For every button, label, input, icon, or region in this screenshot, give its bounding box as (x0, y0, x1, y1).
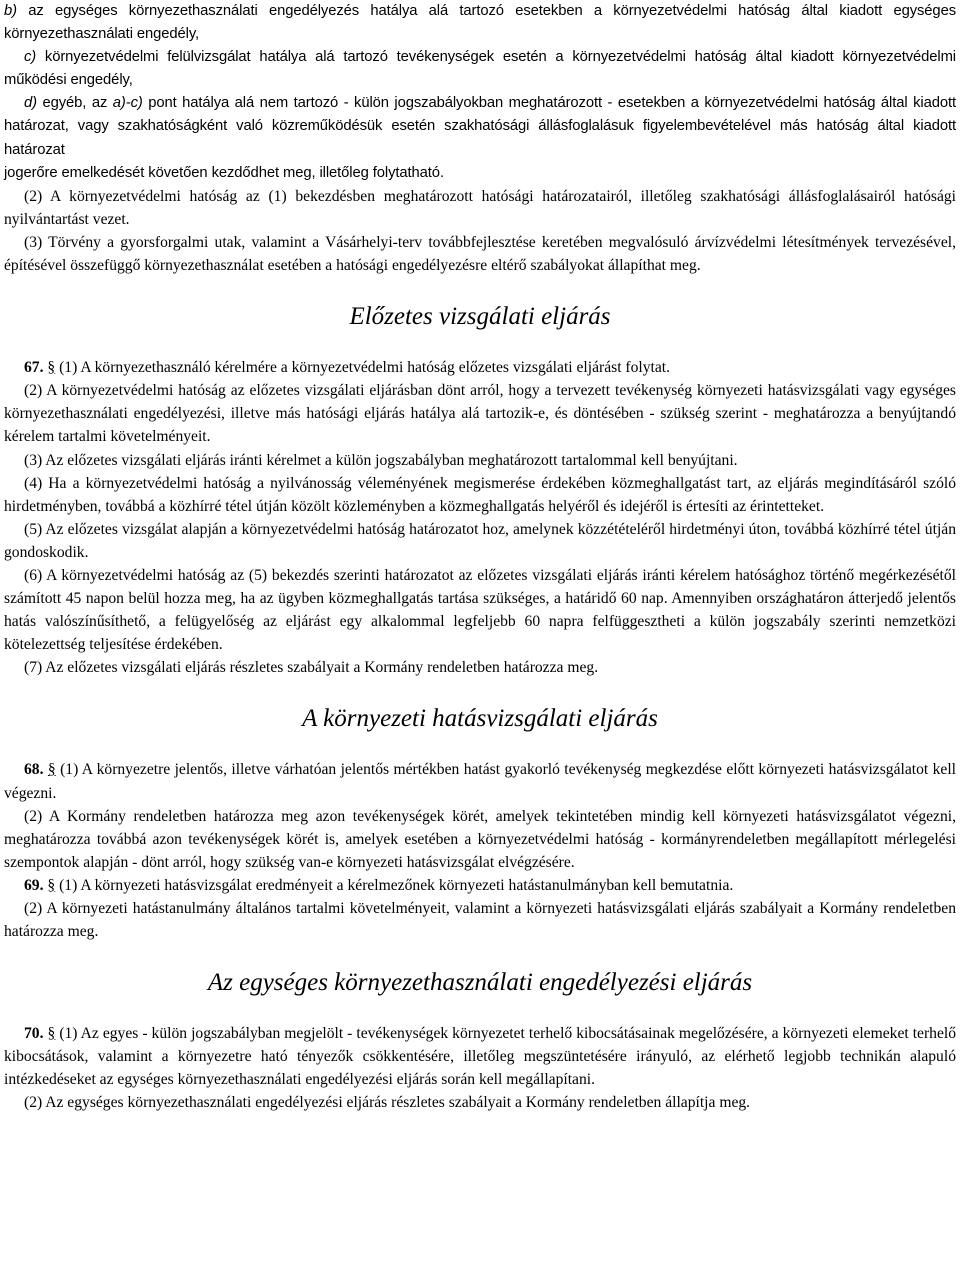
section-number: 70. (24, 1025, 44, 1043)
section-70-text-1: (1) Az egyes - külön jogszabályban megjelölt - tevékenységek környezetet terhelő kibocsátásainak megelőzésére, a környezeti elemeket terhelő kibocsátások, valamint a környezetre ható tényezők csökkentésére, illetőleg megszüntetésére irányuló, az elérhető legjobb technikán alapuló intézkedéseket az egységes környezethasználati engedélyezési eljárás során kell megállapítani. (4, 1025, 956, 1089)
item-tail: jogerőre emelkedését követően kezdődhet meg, illetőleg folytatható. (4, 164, 444, 181)
section-number: 69. (24, 876, 44, 894)
section-67-para-1 (4, 356, 956, 379)
section-69-para-2: (2) A környezeti hatástanulmány általános tartalmi követelményeit, valamint a környezeti hatásvizsgálati eljárás szabályait a Kormány rendeletben határozza meg. (4, 900, 956, 941)
section-68-para-2: (2) A Kormány rendeletben határozza meg azon tevékenységek körét, amelyek tekintetében mindig kell környezeti hatásvizsgálatot végezni, meghatározza továbbá azon tevékenységek körét is, amelyek esetében a környezetvédelmi hatóság - kormányrendeletben megállapított mérlegelési szempontok alapján - dönt arról, hogy szükség van-e környezeti hatásvizsgálat elvégzésére. (4, 807, 956, 871)
item-c-text: környezetvédelmi felülvizsgálat hatálya alá tartozó tevékenységek esetén a környezetvédelmi hatóság által kiadott környezetvédelmi működési engedély, (4, 49, 956, 89)
item-c-label: c) (24, 49, 37, 66)
section-sign: § (47, 1025, 56, 1043)
item-d (4, 92, 956, 161)
section-69-text-1: (1) A környezeti hatásvizsgálat eredményeit a kérelmezőnek környezeti hatástanulmányban kell bemutatnia. (55, 876, 734, 894)
section-67-para-5: (5) Az előzetes vizsgálat alapján a környezetvédelmi hatóság határozatot hoz, amelynek közzétételéről hirdetményi úton, továbbá közhírré tétel útján gondoskodik. (4, 520, 956, 561)
section-67-para-6: (6) A környezetvédelmi hatóság az (5) bekezdés szerinti határozatot az előzetes vizsgálati eljárás iránti kérelem hatósághoz történő megérkezésétől számított 45 napon belül hozza meg, ha az ügyben közmeghallgatás tartása szükséges, a határidő 60 nap. Amennyiben országhatáron átterjedő jelentős hatás valószínűsíthető, a felügyelőség az eljárást egy alkalommal legfeljebb 60 napra felfüggesztheti a külön jogszabály szerinti nemzetközi kötelezettség teljesítése érdekében. (4, 566, 956, 654)
item-d-label: d) (24, 95, 37, 112)
section-heading-preliminary: Előzetes vizsgálati eljárás (349, 303, 611, 331)
section-67-para-3: (3) Az előzetes vizsgálati eljárás iránti kérelmet a külön jogszabályban meghatározott tartalommal kell benyújtani. (24, 451, 738, 469)
section-68-para-1 (4, 758, 956, 804)
section-67-text-1: (1) A környezethasználó kérelmére a környezetvédelmi hatóság előzetes vizsgálati eljárást folytat. (55, 359, 671, 377)
section-68-text-1: (1) A környezetre jelentős, illetve várhatóan jelentős mértékben hatást gyakorló tevékenység megkezdése előtt környezeti hatásvizsgálatot kell végezni. (4, 761, 956, 802)
section-70-para-1 (4, 1022, 956, 1091)
section-69-para-1 (4, 874, 956, 897)
section-number: 68. (24, 761, 44, 779)
section-67-para-7: (7) Az előzetes vizsgálati eljárás részletes szabályait a Kormány rendeletben határozza meg. (24, 659, 599, 677)
item-b-label: b) (4, 3, 17, 19)
section-sign: § (47, 359, 56, 377)
section-heading-unified-permit: Az egységes környezethasználati engedélyezési eljárás (207, 969, 753, 997)
item-d-text-1: egyéb, az (36, 95, 113, 112)
item-c (4, 46, 956, 92)
paragraph-2: (2) A környezetvédelmi hatóság az (1) bekezdésben meghatározott hatósági határozatairól, illetőleg szakhatósági állásfoglalásairól hatósági nyilvántartást vezet. (4, 187, 956, 228)
item-d-text-2: pont hatálya alá nem tartozó - külön jogszabályokban meghatározott - esetekben a környezetvédelmi hatóság által kiadott határozat, vagy szakhatóságként való közreműködésük esetén szakhatósági állásfoglalásuk figyelembevételével más hatóság által kiadott határozat (4, 95, 956, 158)
item-b-text: az egységes környezethasználati engedélyezés hatálya alá tartozó esetekben a környezetvédelmi hatóság által kiadott egységes környezethasználati engedély, (4, 3, 956, 43)
section-sign: § (47, 876, 56, 894)
item-d-ref: a)-c) (112, 95, 143, 112)
section-67-para-4: (4) Ha a környezetvédelmi hatóság a nyilvánosság véleményének megismerése érdekében közmeghallgatást tart, az eljárás megindításáról szóló hirdetményben, továbbá a közhírré tétel útján közölt közleményben a közmeghallgatás helyéről és idejéről is értesíti az érintetteket. (4, 474, 956, 515)
item-b (4, 0, 956, 46)
paragraph-3: (3) Törvény a gyorsforgalmi utak, valamint a Vásárhelyi-terv továbbfejlesztése keretében megvalósuló árvízvédelmi létesítmények tervezésével, építésével összefüggő környezethasználat esetében a hatósági engedélyezésre eltérő szabályokat állapíthat meg. (4, 233, 956, 275)
section-heading-impact-assessment: A környezeti hatásvizsgálati eljárás (302, 705, 658, 733)
section-number: 67. (24, 359, 44, 377)
section-sign: § (47, 761, 56, 779)
section-70-para-2: (2) Az egységes környezethasználati engedélyezési eljárás részletes szabályait a Kormány rendeletben állapítja meg. (24, 1094, 751, 1112)
section-67-para-2: (2) A környezetvédelmi hatóság az előzetes vizsgálati eljárásban dönt arról, hogy a tervezett tevékenység környezeti hatásvizsgálati vagy egységes környezethasználati engedélyezési, illetve más hatósági eljárás hatálya alá tartozik-e, és döntésében - szükség szerint - meghatározza a benyújtandó kérelem tartalmi követelményeit. (4, 382, 956, 446)
